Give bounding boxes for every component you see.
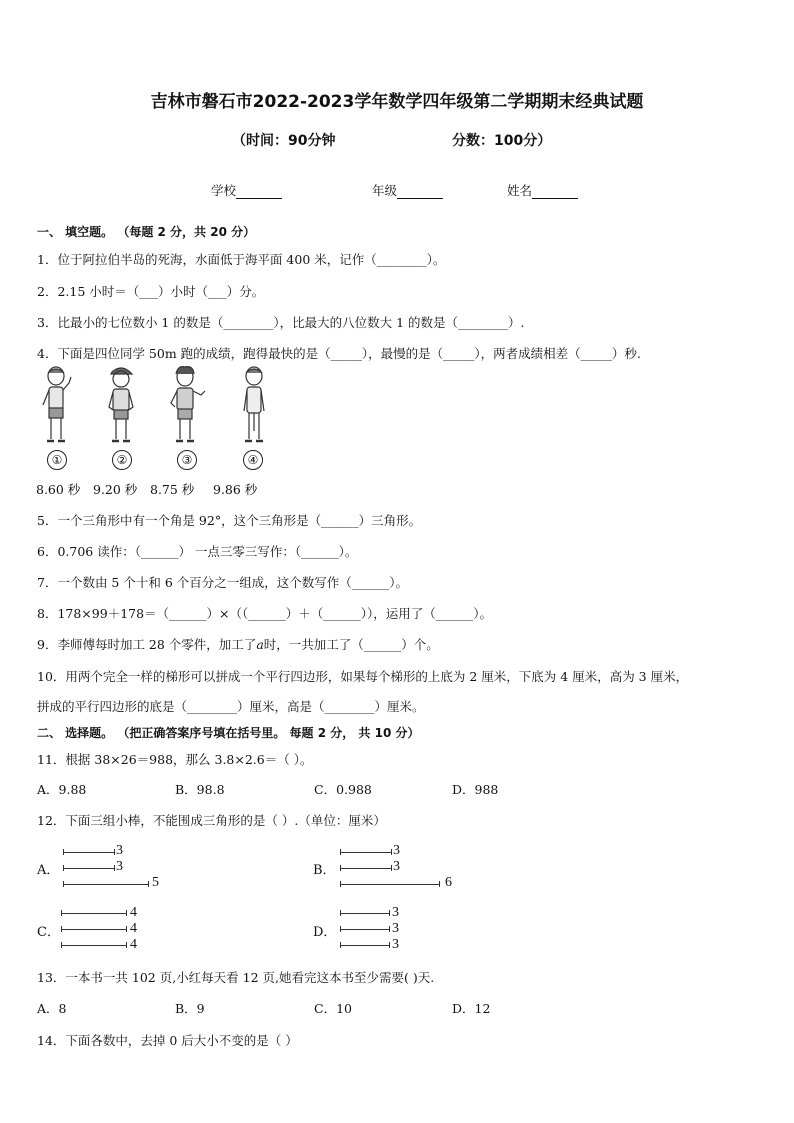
runner-4-figure	[234, 365, 274, 447]
grade-field	[372, 181, 443, 199]
q11-option-c[interactable]: C．0.988	[314, 782, 372, 797]
runner-4-time: 9.86 秒	[213, 482, 258, 497]
school-field	[211, 181, 282, 199]
q12-d-length-2: 3	[392, 921, 399, 936]
runner-4-label: ④	[243, 450, 263, 470]
q12-b-stick-1	[341, 852, 391, 853]
question-14: 14．下面各数中，去掉 0 后大小不变的是（ ）	[37, 1033, 298, 1048]
question-8: 8．178×99＋178＝（______）×（（______）＋（______）），运用了（______）。	[37, 606, 493, 621]
time-limit: （时间：90分钟	[232, 133, 336, 149]
name-label: 姓名	[507, 183, 533, 198]
question-10-line1: 10．用两个完全一样的梯形可以拼成一个平行四边形，如果每个梯形的上底为 2 厘米，下底为 4 厘米，高为 3 厘米，	[37, 669, 689, 684]
q13-option-c[interactable]: C．10	[314, 1001, 352, 1016]
q12-b-length-1: 3	[393, 843, 400, 858]
q12-d-stick-2	[341, 929, 389, 930]
runner-1-figure	[36, 365, 76, 447]
q12-a-length-2: 3	[116, 859, 123, 874]
runner-3-figure	[165, 365, 207, 447]
question-2: 2．2.15 小时＝（___）小时（___）分。	[37, 284, 265, 299]
q12-b-stick-3	[341, 884, 439, 885]
q12-a-stick-3	[64, 884, 148, 885]
q12-b-stick-2	[341, 868, 391, 869]
q12-c-length-1: 4	[130, 905, 137, 920]
q12-b-length-2: 3	[393, 859, 400, 874]
runner-1-label: ①	[47, 450, 67, 470]
question-7: 7．一个数由 5 个十和 6 个百分之一组成，这个数写作（______）。	[37, 575, 409, 590]
q12-a-length-1: 3	[116, 843, 123, 858]
q12-c-stick-1	[62, 913, 126, 914]
question-9: 9．李师傅每时加工 28 个零件，加工了a时，一共加工了（______）个。	[37, 637, 439, 652]
q12-c-stick-3	[62, 945, 126, 946]
q11-option-d[interactable]: D．988	[452, 782, 499, 797]
section2-heading: 二、 选择题。 （把正确答案序号填在括号里。 每题 2 分， 共 10 分）	[37, 726, 420, 740]
runner-2-time: 9.20 秒	[93, 482, 138, 497]
q12-a-length-3: 5	[152, 875, 159, 890]
total-score: 分数：100分）	[452, 133, 552, 149]
question-13: 13．一本书一共 102 页,小红每天看 12 页,她看完这本书至少需要( )天.	[37, 970, 435, 985]
q13-option-d[interactable]: D．12	[452, 1001, 491, 1016]
runner-1-time: 8.60 秒	[36, 482, 81, 497]
runner-3-time: 8.75 秒	[150, 482, 195, 497]
q12-option-b[interactable]: B．	[313, 863, 336, 878]
q13-option-a[interactable]: A．8	[37, 1001, 67, 1016]
q12-a-stick-1	[64, 852, 114, 853]
page-title: 吉林市磐石市2022-2023学年数学四年级第二学期期末经典试题	[150, 92, 644, 112]
question-12: 12．下面三组小棒，不能围成三角形的是（ ）.（单位：厘米）	[37, 813, 386, 828]
question-11: 11．根据 38×26＝988，那么 3.8×2.6＝（ ）。	[37, 752, 313, 767]
school-label: 学校	[211, 183, 237, 198]
q12-d-stick-1	[341, 913, 389, 914]
q12-a-stick-2	[64, 868, 114, 869]
q12-d-stick-3	[341, 945, 389, 946]
name-field	[507, 181, 578, 199]
q12-b-length-3: 6	[445, 875, 452, 890]
runner-3-label: ③	[177, 450, 197, 470]
q11-option-a[interactable]: A．9.88	[37, 782, 87, 797]
runner-2-label: ②	[112, 450, 132, 470]
question-5: 5．一个三角形中有一个角是 92°，这个三角形是（______）三角形。	[37, 513, 422, 528]
question-1: 1．位于阿拉伯半岛的死海，水面低于海平面 400 米，记作（________）。	[37, 252, 446, 267]
grade-label: 年级	[372, 183, 398, 198]
grade-blank[interactable]	[397, 186, 443, 199]
q12-c-stick-2	[62, 929, 126, 930]
q12-option-c[interactable]: C．	[37, 925, 60, 940]
question-3: 3．比最小的七位数小 1 的数是（________），比最大的八位数大 1 的数是（________）.	[37, 315, 525, 330]
school-blank[interactable]	[236, 186, 282, 199]
q12-option-a[interactable]: A．	[37, 863, 60, 878]
q13-option-b[interactable]: B．9	[175, 1001, 205, 1016]
name-blank[interactable]	[532, 186, 578, 199]
runner-2-figure	[101, 365, 141, 447]
q12-d-length-3: 3	[392, 937, 399, 952]
q12-d-length-1: 3	[392, 905, 399, 920]
question-6: 6．0.706 读作：（______） 一点三零三写作：（______）。	[37, 544, 358, 559]
question-4: 4．下面是四位同学 50m 跑的成绩，跑得最快的是（_____），最慢的是（_____），两者成绩相差（_____）秒.	[37, 346, 641, 361]
variable-a: a	[256, 637, 264, 652]
q11-option-b[interactable]: B．98.8	[175, 782, 225, 797]
section1-heading: 一、 填空题。 （每题 2 分，共 20 分）	[37, 225, 256, 239]
q12-c-length-2: 4	[130, 921, 137, 936]
q12-c-length-3: 4	[130, 937, 137, 952]
question-10-line2: 拼成的平行四边形的底是（________）厘米，高是（________）厘米。	[37, 699, 425, 714]
q12-option-d[interactable]: D．	[313, 925, 337, 940]
